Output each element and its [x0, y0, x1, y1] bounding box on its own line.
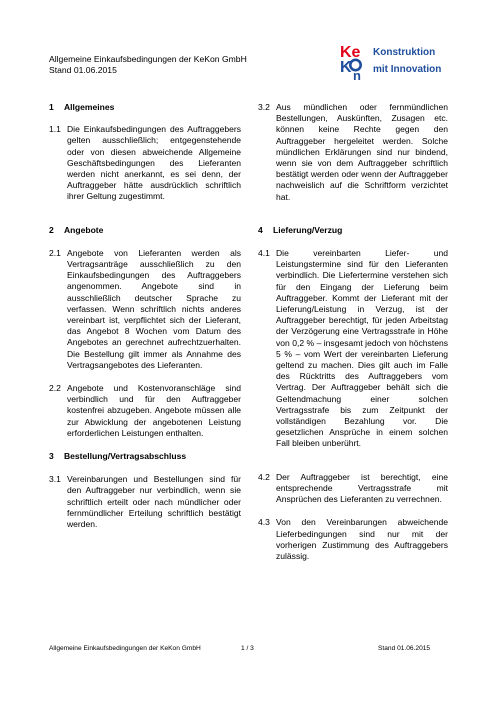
- section-title: Bestellung/Vertragsabschluss: [64, 451, 187, 462]
- section-number: 1: [49, 102, 54, 112]
- clause-4-1: [258, 248, 448, 450]
- clause-text: Die vereinbarten Liefer- und Leistungstermine sind für den Lieferanten verbindlich. Die Liefertermine verstehen sich für den Eingang der Lieferung beim Auftraggeber. Kommt der Lieferant mit der Lieferung/Leistung in Verzug, ist der Auftraggeber berechtigt, für jeden Arbeitstag der Verzögerung eine Vertragsstrafe in Höhe von 0,2 % – insgesamt jedoch von höchstens 5 % – vom Wert der vereinbarten Lieferung geltend zu machen. Dies gilt auch im Falle des Rücktritts des Auftraggebers vom Vertrag. Der Auftraggeber behält sich die Geltendmachung einer solchen Vertragsstrafe bis zum Zeitpunkt der vollständigen Bezahlung vor. Die gesetzlichen Ansprüche in einem solchen Fall bleiben unberührt.: [276, 248, 448, 449]
- clause-2-1: [49, 248, 241, 371]
- header-date: Stand 01.06.2015: [49, 65, 117, 75]
- clause-number: 2.1: [49, 247, 61, 258]
- clause-text: Aus mündlichen oder fernmündlichen Bestellungen, Auskünften, Zusagen etc. können keine Rechte gegen den Auftraggeber hergeleitet werden. Solche mündlichen Erklärungen sind nur bindend, wenn sie von dem Auftraggeber schriftlich bestätigt werden oder wenn der Auftraggeber nachweislich auf die Schriftform verzichtet hat.: [276, 102, 448, 202]
- clause-number: 3.1: [49, 474, 61, 485]
- clause-number: 4.2: [258, 471, 270, 482]
- clause-text: Angebote von Lieferanten werden als Vertragsanträge ausschließlich zu den Einkaufsbedingungen des Auftraggebers angenommen. Angebote sind in ausschließlich deutscher Sprache zu verfassen. Wenn schriftlich nichts anderes vereinbart ist, verpflichtet sich der Lieferant, das Angebot 8 Wochen vom Datum des Angebotes an gerechnet aufrechtzuerhalten. Die Bestellung gilt immer als Annahme des Vertragsangebotes des Lieferanten.: [67, 247, 241, 370]
- clause-4-3: [258, 517, 448, 562]
- section-number: 4: [258, 224, 263, 235]
- logo-line1: Konstruktion: [373, 47, 436, 58]
- clause-text: Angebote und Kostenvoranschläge sind verbindlich und für den Auftraggeber kostenfrei abzugeben. Angebote müssen alle zur Abwicklung der angebotenen Leistung erforderlichen Leistungen enthalten.: [67, 383, 241, 438]
- section-title: Allgemeines: [64, 102, 115, 112]
- footer-date: Stand 01.06.2015: [378, 645, 431, 652]
- section-heading-4: [258, 225, 448, 236]
- clause-3-1: [49, 474, 241, 530]
- section-heading-2: [49, 225, 241, 236]
- section-heading-1: [49, 102, 241, 113]
- clause-text: Die Einkaufsbedingungen des Auftraggebers gelten ausschließlich; entgegenstehende oder von diesen abweichende Allgemeine Geschäftsbedingungen des Lieferanten werden nicht anerkannt, es sei denn, der Auftraggeber hätte ausdrücklich schriftlich ihrer Geltung zugestimmt.: [67, 124, 241, 202]
- clause-number: 3.2: [258, 102, 270, 112]
- clause-text: Der Auftraggeber ist berechtigt, eine entsprechende Vertragsstrafe mit Ansprüchen des Lieferanten zu verrechnen.: [276, 471, 448, 505]
- kekon-logo: [338, 41, 458, 81]
- clause-2-2: [49, 383, 241, 439]
- clause-text: Vereinbarungen und Bestellungen sind für den Auftraggeber nur verbindlich, wenn sie schriftlich erteilt oder nach mündlicher oder fernmündlicher Erteilung schriftlich bestätigt werden.: [67, 474, 241, 530]
- section-number: 3: [49, 451, 54, 462]
- left-column: [49, 102, 241, 530]
- clause-4-2: [258, 472, 448, 506]
- section-heading-3: [49, 451, 241, 462]
- section-title: Lieferung/Verzug: [273, 224, 343, 235]
- clause-number: 4.3: [258, 517, 270, 528]
- clause-number: 4.1: [258, 248, 270, 259]
- logo-ke: Ke: [340, 44, 361, 61]
- section-title: Angebote: [64, 224, 104, 235]
- clause-number: 2.2: [49, 383, 61, 394]
- logo-line2: mit Innovation: [373, 64, 442, 75]
- header-title: Allgemeine Einkaufsbedingungen der KeKon GmbH: [49, 54, 247, 64]
- right-column: [258, 102, 448, 562]
- clause-1-1: [49, 124, 241, 202]
- clause-number: 1.1: [49, 124, 61, 135]
- logo-n: n: [353, 68, 361, 81]
- footer-page-number: 1 / 3: [241, 645, 254, 652]
- logo-k: K: [340, 59, 352, 76]
- clause-text: Von den Vereinbarungen abweichende Lieferbedingungen sind nur mit der vorherigen Zustimmung des Auftraggebers zulässig.: [276, 517, 448, 561]
- section-number: 2: [49, 224, 54, 235]
- clause-3-2: [258, 102, 448, 203]
- footer-title: Allgemeine Einkaufsbedingungen der KeKon GmbH: [49, 645, 201, 652]
